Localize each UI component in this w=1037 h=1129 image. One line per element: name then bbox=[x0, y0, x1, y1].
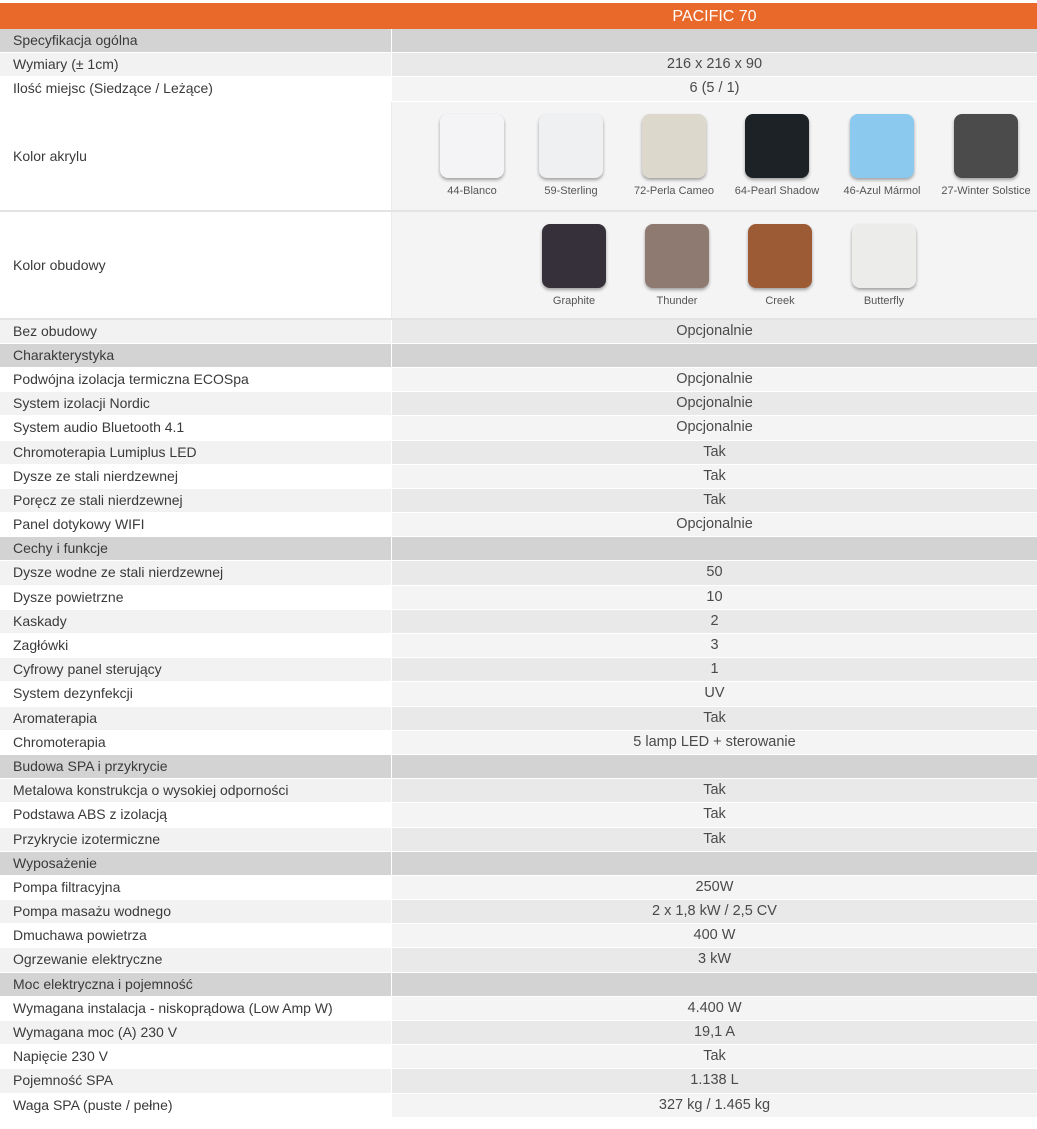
spec-row bbox=[0, 513, 1037, 537]
spec-row bbox=[0, 586, 1037, 610]
spec-value: Tak bbox=[392, 1045, 1037, 1068]
spec-value: 400 W bbox=[392, 924, 1037, 947]
spec-row bbox=[0, 465, 1037, 489]
spec-label: Chromoterapia Lumiplus LED bbox=[0, 441, 392, 464]
section-title: Wyposażenie bbox=[0, 852, 392, 875]
spec-row bbox=[0, 803, 1037, 827]
spec-row bbox=[0, 392, 1037, 416]
spec-label: System audio Bluetooth 4.1 bbox=[0, 416, 392, 439]
spec-label: Pompa masażu wodnego bbox=[0, 900, 392, 923]
housing-swatches bbox=[392, 212, 1037, 318]
section-title: Budowa SPA i przykrycie bbox=[0, 755, 392, 778]
spec-label: Podstawa ABS z izolacją bbox=[0, 803, 392, 826]
spec-row bbox=[0, 1069, 1037, 1093]
spec-row bbox=[0, 779, 1037, 803]
spec-row bbox=[0, 368, 1037, 392]
spec-value: Tak bbox=[392, 707, 1037, 730]
section-header-row bbox=[0, 973, 1037, 997]
spec-label: Pojemność SPA bbox=[0, 1069, 392, 1092]
spec-label: Cyfrowy panel sterujący bbox=[0, 658, 392, 681]
spec-value: Tak bbox=[392, 441, 1037, 464]
spec-value: 10 bbox=[392, 586, 1037, 609]
spec-value: Tak bbox=[392, 828, 1037, 851]
housing-color-label: Kolor obudowy bbox=[0, 212, 392, 318]
section-header-row bbox=[0, 755, 1037, 779]
spec-label: Dysze ze stali nierdzewnej bbox=[0, 465, 392, 488]
spec-row bbox=[0, 320, 1037, 344]
section-title: Moc elektryczna i pojemność bbox=[0, 973, 392, 996]
color-swatch bbox=[645, 224, 709, 288]
spec-label: Napięcie 230 V bbox=[0, 1045, 392, 1068]
spec-value: 3 bbox=[392, 634, 1037, 657]
color-swatch bbox=[850, 114, 914, 178]
section-title: Charakterystyka bbox=[0, 344, 392, 367]
spec-value: 6 (5 / 1) bbox=[392, 77, 1037, 100]
spec-value bbox=[392, 29, 1037, 52]
spec-label: System izolacji Nordic bbox=[0, 392, 392, 415]
spec-value: Opcjonalnie bbox=[392, 320, 1037, 343]
color-swatch-label: Creek bbox=[765, 294, 795, 307]
spec-label: Kaskady bbox=[0, 610, 392, 633]
spec-row bbox=[0, 707, 1037, 731]
spec-value: 216 x 216 x 90 bbox=[392, 53, 1037, 76]
spec-label: System dezynfekcji bbox=[0, 682, 392, 705]
spec-label: Bez obudowy bbox=[0, 320, 392, 343]
acrylic-color-label: Kolor akrylu bbox=[0, 102, 392, 210]
color-swatch-label: 27-Winter Solstice bbox=[941, 184, 1031, 197]
spec-value: 327 kg / 1.465 kg bbox=[392, 1094, 1037, 1117]
color-swatch bbox=[852, 224, 916, 288]
spec-value: 50 bbox=[392, 561, 1037, 584]
spec-row bbox=[0, 900, 1037, 924]
spec-value: 3 kW bbox=[392, 948, 1037, 971]
section-title: Specyfikacja ogólna bbox=[0, 29, 392, 52]
spec-row bbox=[0, 610, 1037, 634]
spec-row bbox=[0, 561, 1037, 585]
spec-label: Zagłówki bbox=[0, 634, 392, 657]
spec-label: Ogrzewanie elektryczne bbox=[0, 948, 392, 971]
spec-label: Aromaterapia bbox=[0, 707, 392, 730]
spec-row bbox=[0, 682, 1037, 706]
color-swatch-label: 64-Pearl Shadow bbox=[734, 184, 820, 197]
spec-row bbox=[0, 53, 1037, 77]
housing-color-row bbox=[0, 212, 1037, 320]
color-swatch-label: 44-Blanco bbox=[447, 184, 497, 197]
spec-value: Tak bbox=[392, 465, 1037, 488]
spec-label: Ilość miejsc (Siedzące / Leżące) bbox=[0, 77, 392, 100]
spec-value: Opcjonalnie bbox=[392, 416, 1037, 439]
spec-row bbox=[0, 416, 1037, 440]
spec-label: Dysze powietrzne bbox=[0, 586, 392, 609]
spec-row bbox=[0, 828, 1037, 852]
spec-value: 2 bbox=[392, 610, 1037, 633]
product-title: PACIFIC 70 bbox=[672, 8, 757, 25]
spec-row bbox=[0, 924, 1037, 948]
spec-label: Chromoterapia bbox=[0, 731, 392, 754]
color-swatch bbox=[542, 224, 606, 288]
section-header-row bbox=[0, 344, 1037, 368]
spec-value: Opcjonalnie bbox=[392, 392, 1037, 415]
spec-row bbox=[0, 1094, 1037, 1118]
spec-value: UV bbox=[392, 682, 1037, 705]
table-header bbox=[0, 3, 1037, 29]
spec-value: 1.138 L bbox=[392, 1069, 1037, 1092]
spec-row bbox=[0, 441, 1037, 465]
spec-label: Przykrycie izotermiczne bbox=[0, 828, 392, 851]
spec-label: Wymiary (± 1cm) bbox=[0, 53, 392, 76]
spec-value: Opcjonalnie bbox=[392, 368, 1037, 391]
spec-label: Pompa filtracyjna bbox=[0, 876, 392, 899]
spec-row bbox=[0, 731, 1037, 755]
spec-label: Wymagana instalacja - niskoprądowa (Low Amp W) bbox=[0, 997, 392, 1020]
spec-row bbox=[0, 997, 1037, 1021]
spec-label: Poręcz ze stali nierdzewnej bbox=[0, 489, 392, 512]
spec-row bbox=[0, 77, 1037, 101]
spec-value: Opcjonalnie bbox=[392, 513, 1037, 536]
color-swatch-label: Graphite bbox=[552, 294, 596, 307]
spec-label: Dysze wodne ze stali nierdzewnej bbox=[0, 561, 392, 584]
color-swatch bbox=[440, 114, 504, 178]
acrylic-color-row bbox=[0, 102, 1037, 212]
color-swatch bbox=[748, 224, 812, 288]
spec-value: 1 bbox=[392, 658, 1037, 681]
spec-sheet bbox=[0, 3, 1037, 1118]
spec-value bbox=[392, 852, 1037, 875]
spec-label: Waga SPA (puste / pełne) bbox=[0, 1094, 392, 1117]
spec-value bbox=[392, 755, 1037, 778]
spec-value bbox=[392, 344, 1037, 367]
spec-row bbox=[0, 1045, 1037, 1069]
rows-top bbox=[0, 29, 1037, 102]
color-swatch bbox=[745, 114, 809, 178]
spec-value bbox=[392, 973, 1037, 996]
color-swatch bbox=[954, 114, 1018, 178]
spec-value: Tak bbox=[392, 489, 1037, 512]
acrylic-swatches bbox=[392, 102, 1037, 210]
spec-label: Dmuchawa powietrza bbox=[0, 924, 392, 947]
color-swatch bbox=[539, 114, 603, 178]
section-header-row bbox=[0, 852, 1037, 876]
spec-label: Metalowa konstrukcja o wysokiej odporności bbox=[0, 779, 392, 802]
spec-label: Wymagana moc (A) 230 V bbox=[0, 1021, 392, 1044]
color-swatch bbox=[642, 114, 706, 178]
spec-row bbox=[0, 658, 1037, 682]
spec-value: 4.400 W bbox=[392, 997, 1037, 1020]
spec-row bbox=[0, 489, 1037, 513]
spec-label: Podwójna izolacja termiczna ECOSpa bbox=[0, 368, 392, 391]
spec-value: Tak bbox=[392, 779, 1037, 802]
color-swatch-label: Thunder bbox=[656, 294, 698, 307]
spec-row bbox=[0, 876, 1037, 900]
spec-value: 250W bbox=[392, 876, 1037, 899]
color-swatch-label: 59-Sterling bbox=[544, 184, 598, 197]
color-swatch-label: Butterfly bbox=[863, 294, 905, 307]
color-swatch-label: 46-Azul Mármol bbox=[843, 184, 921, 197]
spec-row bbox=[0, 1021, 1037, 1045]
rows-bottom bbox=[0, 320, 1037, 1118]
spec-value: 19,1 A bbox=[392, 1021, 1037, 1044]
spec-value: 2 x 1,8 kW / 2,5 CV bbox=[392, 900, 1037, 923]
spec-value bbox=[392, 537, 1037, 560]
section-header-row bbox=[0, 29, 1037, 53]
section-title: Cechy i funkcje bbox=[0, 537, 392, 560]
spec-value: 5 lamp LED + sterowanie bbox=[392, 731, 1037, 754]
color-swatch-label: 72-Perla Cameo bbox=[633, 184, 715, 197]
spec-row bbox=[0, 948, 1037, 972]
section-header-row bbox=[0, 537, 1037, 561]
spec-label: Panel dotykowy WIFI bbox=[0, 513, 392, 536]
spec-row bbox=[0, 634, 1037, 658]
spec-value: Tak bbox=[392, 803, 1037, 826]
